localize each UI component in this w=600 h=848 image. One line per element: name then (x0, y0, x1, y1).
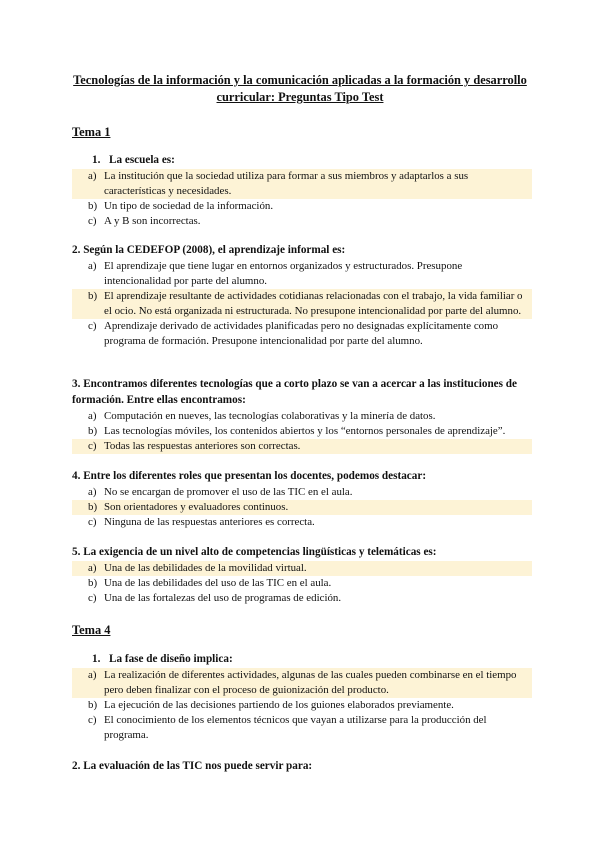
question (72, 152, 532, 229)
question (72, 242, 532, 349)
option-text: La institución que la sociedad utiliza para formar a sus miembros y adaptarlos a sus características y necesidades. (104, 170, 469, 197)
option-letter: b) (88, 501, 98, 513)
question-text: La fase de diseño implica: (109, 653, 233, 665)
option-text: El aprendizaje que tiene lugar en entornos organizados y estructurados. Presupone intencionalidad por parte del alumno. (104, 260, 463, 287)
question-text: La exigencia de un nivel alto de competencias lingüísticas y telemáticas es: (83, 546, 437, 558)
option-letter: b) (88, 699, 98, 711)
option-letter: b) (88, 290, 98, 302)
option-text: Son orientadores y evaluadores continuos. (104, 501, 289, 513)
option-text: El conocimiento de los elementos técnicos que vayan a utilizarse para la producción del programa. (104, 714, 487, 741)
question-text: Según la CEDEFOP (2008), el aprendizaje informal es: (83, 244, 346, 256)
option-text: Una de las debilidades del uso de las TIC en el aula. (104, 577, 332, 589)
answer-option (72, 289, 532, 319)
option-letter: c) (88, 516, 97, 528)
answer-option (72, 698, 532, 713)
answer-option (72, 214, 532, 229)
question (72, 468, 532, 530)
option-text: Una de las fortalezas del uso de programas de edición. (104, 592, 342, 604)
option-letter: a) (88, 562, 97, 574)
question-number: 3. (72, 378, 81, 390)
answer-option (72, 591, 532, 606)
question (72, 651, 532, 743)
answer-option (72, 668, 532, 698)
option-letter: a) (88, 410, 97, 422)
option-text: Una de las debilidades de la movilidad virtual. (104, 562, 307, 574)
question-title (72, 651, 532, 667)
answer-option (72, 409, 532, 424)
question-number: 5. (72, 546, 81, 558)
document-title: Tecnologías de la información y la comunicación aplicadas a la formación y desarrollo curricular: Preguntas Tipo Test (73, 73, 527, 104)
question-title (72, 468, 532, 484)
option-text: La realización de diferentes actividades, algunas de las cuales pueden combinarse en el tiempo pero deben finalizar con el proceso de guionización del producto. (104, 669, 517, 696)
option-text: El aprendizaje resultante de actividades cotidianas relacionadas con el trabajo, la vida familiar o el ocio. No está organizada ni estructurada. No presupone intencionalidad por parte del alumno. (104, 290, 523, 317)
answer-option (72, 576, 532, 591)
answer-option (72, 259, 532, 289)
answer-option (72, 319, 532, 349)
option-letter: a) (88, 486, 97, 498)
option-letter: a) (88, 669, 97, 681)
section-heading: Tema 1 (72, 125, 111, 139)
answer-option (72, 515, 532, 530)
question-title (72, 242, 532, 258)
option-text: La ejecución de las decisiones partiendo de los guiones elaborados previamente. (104, 699, 454, 711)
answer-option (72, 199, 532, 214)
section-heading: Tema 4 (72, 623, 111, 637)
question-text: La evaluación de las TIC nos puede servir para: (83, 760, 313, 772)
option-letter: a) (88, 260, 97, 272)
question-text: La escuela es: (109, 154, 175, 166)
answer-option (72, 561, 532, 576)
question-title (72, 376, 532, 408)
option-text: Un tipo de sociedad de la información. (104, 200, 274, 212)
option-letter: c) (88, 215, 97, 227)
option-letter: c) (88, 592, 97, 604)
answer-option (72, 169, 532, 199)
answer-option (72, 485, 532, 500)
question (72, 758, 532, 775)
question-text: Entre los diferentes roles que presentan los docentes, podemos destacar: (83, 470, 427, 482)
option-text: Computación en nueves, las tecnologías colaborativas y la minería de datos. (104, 410, 436, 422)
option-text: A y B son incorrectas. (104, 215, 201, 227)
question-number: 2. (72, 760, 81, 772)
question-text: Encontramos diferentes tecnologías que a corto plazo se van a acercar a las instituciones de formación. Entre ellas encontramos: (72, 378, 517, 406)
option-text: Ninguna de las respuestas anteriores es correcta. (104, 516, 315, 528)
answer-option (72, 713, 532, 743)
option-letter: c) (88, 320, 97, 332)
option-text: Las tecnologías móviles, los contenidos abiertos y los “entornos personales de aprendizaje”. (104, 425, 506, 437)
option-text: No se encargan de promover el uso de las TIC en el aula. (104, 486, 353, 498)
question-title (72, 152, 532, 168)
question (72, 376, 532, 454)
answer-option (72, 439, 532, 454)
answer-option (72, 424, 532, 439)
option-letter: c) (88, 440, 97, 452)
question (72, 544, 532, 606)
option-letter: a) (88, 170, 97, 182)
option-letter: b) (88, 577, 98, 589)
question-number: 4. (72, 470, 81, 482)
question-number: 2. (72, 244, 81, 256)
option-text: Todas las respuestas anteriores son correctas. (104, 440, 301, 452)
option-text: Aprendizaje derivado de actividades planificadas pero no designadas explícitamente como programa de formación. Presupone intencionalidad por parte del alumno. (104, 320, 499, 347)
option-letter: b) (88, 425, 98, 437)
question-title (72, 544, 532, 560)
option-letter: c) (88, 714, 97, 726)
answer-option (72, 500, 532, 515)
option-letter: b) (88, 200, 98, 212)
question-title (72, 758, 532, 774)
question-number: 1. (92, 653, 101, 665)
question-number: 1. (92, 154, 101, 166)
